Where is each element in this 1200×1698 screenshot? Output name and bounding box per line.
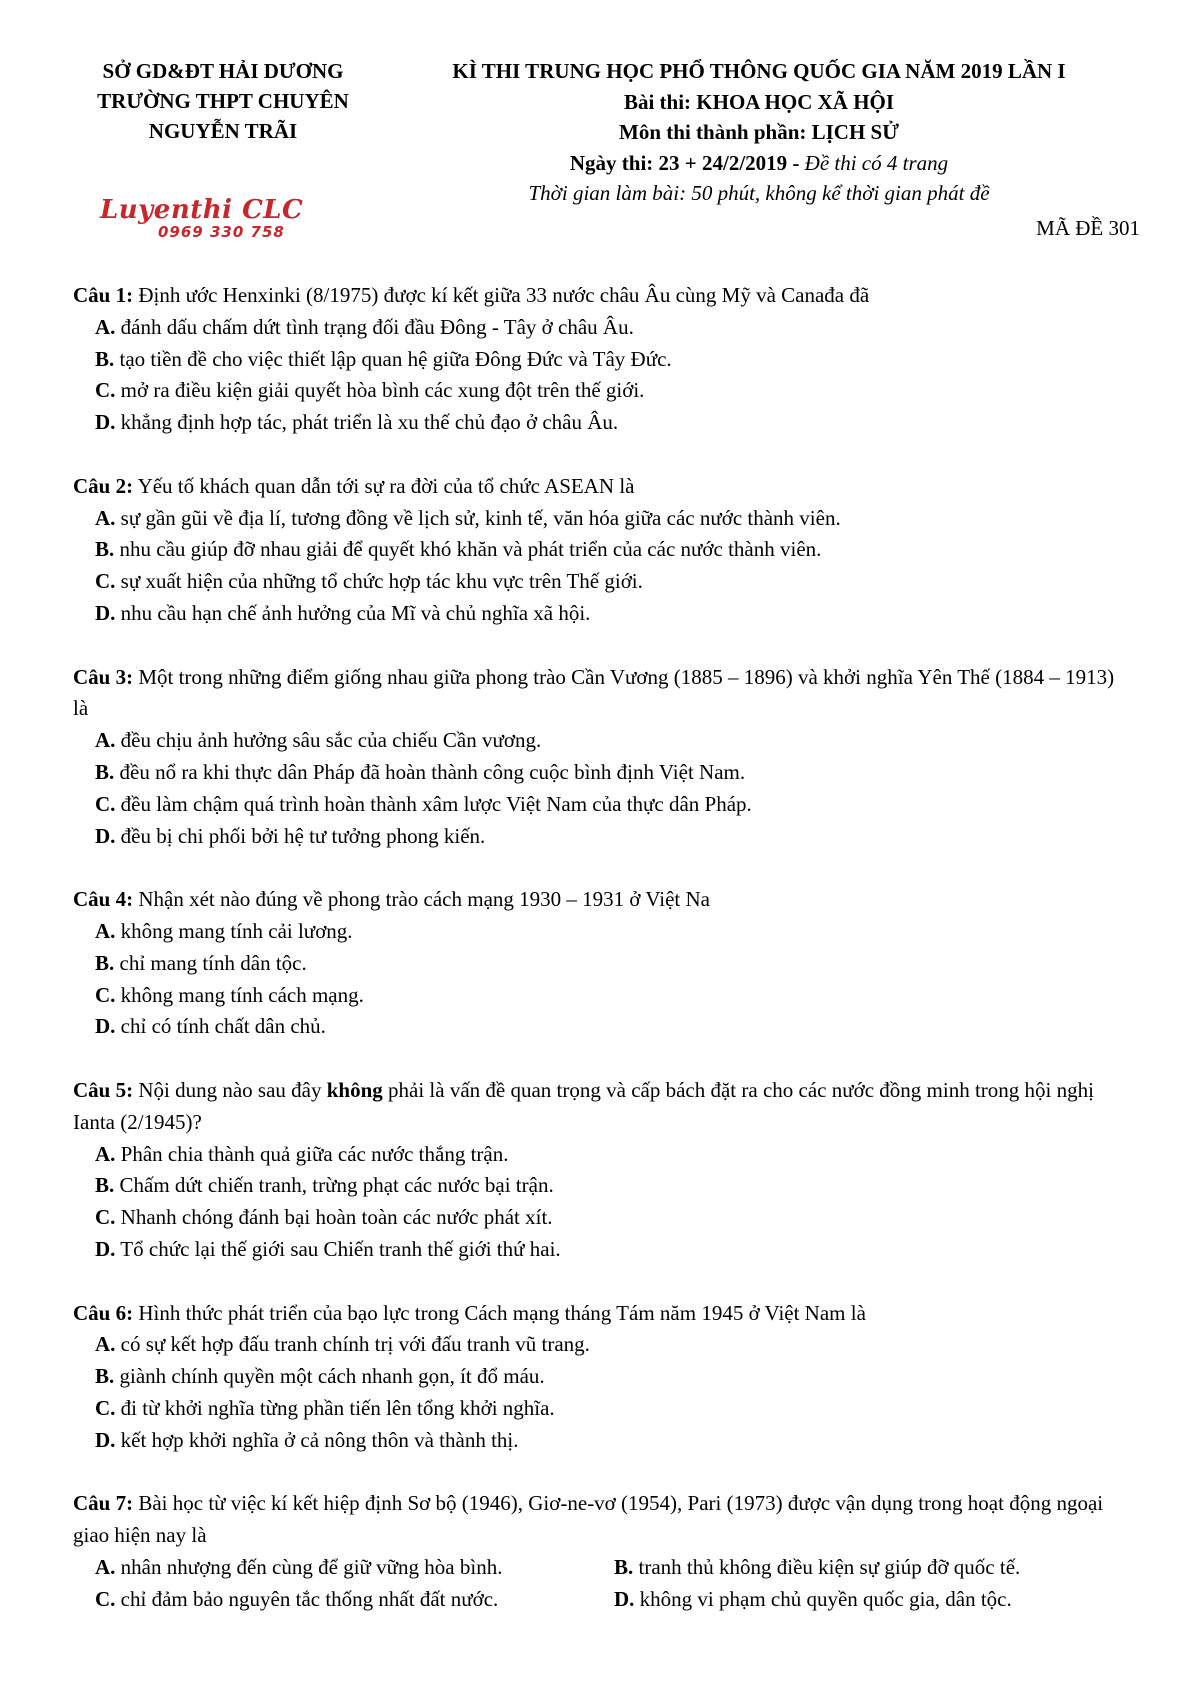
question-text: Định ước Henxinki (8/1975) được kí kết giữa 33 nước châu Âu cùng Mỹ và Canađa đã	[133, 283, 870, 307]
exam-code: MÃ ĐỀ 301	[1036, 216, 1140, 240]
option-b: B. tạo tiền đề cho việc thiết lập quan hệ giữa Đông Đức và Tây Đức.	[95, 346, 672, 371]
school-name-line1: TRƯỜNG THPT CHUYÊN	[97, 89, 349, 113]
exam-date: Ngày thi: 23 + 24/2/2019 -	[569, 150, 805, 175]
exam-title: KÌ THI TRUNG HỌC PHỔ THÔNG QUỐC GIA NĂM 2019 LẦN I	[452, 59, 1066, 83]
question-label: Câu 3:	[73, 664, 134, 689]
question-text: Hình thức phát triển của bạo lực trong Cách mạng tháng Tám năm 1945 ở Việt Nam là	[133, 1300, 866, 1325]
question-1	[73, 280, 1133, 439]
logo-phone: 0969 330 758	[158, 223, 285, 241]
option-c: C. không mang tính cách mạng.	[95, 982, 364, 1007]
option-a: A. đều chịu ảnh hưởng sâu sắc của chiếu Cần vương.	[95, 728, 542, 753]
option-d: D. chỉ có tính chất dân chủ.	[95, 1014, 326, 1039]
page-count: Đề thi có 4 trang	[804, 150, 949, 175]
question-text: Bài học từ việc kí kết hiệp định Sơ bộ (1946), Giơ-ne-vơ (1954), Pari (1973) được vận dụng trong hoạt động ngoại giao hiện nay là	[73, 1491, 1104, 1548]
option-c: C. Nhanh chóng đánh bại hoàn toàn các nước phát xít.	[95, 1205, 553, 1230]
question-4	[73, 884, 1133, 1043]
option-a: A. sự gần gũi về địa lí, tương đồng về lịch sử, kinh tế, văn hóa giữa các nước thành viên.	[95, 505, 841, 530]
question-text: Một trong những điểm giống nhau giữa phong trào Cần Vương (1885 – 1896) và khởi nghĩa Yên Thế (1884 – 1913) là	[73, 664, 1115, 721]
option-a: A. đánh dấu chấm dứt tình trạng đối đầu Đông - Tây ở châu Âu.	[95, 314, 634, 339]
test-name: Bài thi: KHOA HỌC XÃ HỘI	[623, 89, 895, 114]
option-c: C. đi từ khởi nghĩa từng phần tiến lên tổng khởi nghĩa.	[95, 1395, 555, 1420]
option-d: D. kết hợp khởi nghĩa ở cả nông thôn và thành thị.	[95, 1427, 519, 1452]
exam-date-line	[388, 148, 1130, 179]
question-label: Câu 2:	[73, 473, 134, 498]
question-label: Câu 5:	[73, 1077, 134, 1102]
question-2	[73, 471, 1133, 630]
option-c: C. chỉ đảm bảo nguyên tắc thống nhất đất nước.	[95, 1586, 499, 1611]
option-d: D. nhu cầu hạn chế ảnh hưởng của Mĩ và chủ nghĩa xã hội.	[95, 600, 591, 625]
question-label: Câu 6:	[73, 1300, 134, 1325]
option-d: D. khẳng định hợp tác, phát triển là xu thế chủ đạo ở châu Âu.	[95, 410, 619, 435]
exam-header	[388, 56, 1130, 209]
option-a: A. không mang tính cải lương.	[95, 918, 353, 943]
option-row	[73, 1584, 1133, 1616]
question-label: Câu 1:	[73, 283, 134, 307]
option-row	[73, 1552, 1133, 1584]
option-b: B. giành chính quyền một cách nhanh gọn, ít đổ máu.	[95, 1364, 545, 1389]
exam-duration: Thời gian làm bài: 50 phút, không kể thời gian phát đề	[528, 181, 990, 205]
question-stem: Câu 5: Nội dung nào sau đây không phải là vấn đề quan trọng và cấp bách đặt ra cho các nước đồng minh trong hội nghị Ianta (2/1945)?	[73, 1077, 1094, 1134]
option-d: D. không vi phạm chủ quyền quốc gia, dân tộc.	[614, 1586, 1012, 1611]
option-a: A. có sự kết hợp đấu tranh chính trị với đấu tranh vũ trang.	[95, 1332, 590, 1357]
option-d: D. đều bị chi phối bởi hệ tư tưởng phong kiến.	[95, 823, 486, 848]
question-7	[73, 1488, 1133, 1615]
question-list	[73, 280, 1133, 1615]
question-6	[73, 1298, 1133, 1457]
option-d: D. Tổ chức lại thế giới sau Chiến tranh thế giới thứ hai.	[95, 1236, 561, 1261]
option-c: C. mở ra điều kiện giải quyết hòa bình các xung đột trên thế giới.	[95, 378, 645, 403]
question-text: Yếu tố khách quan dẫn tới sự ra đời của tổ chức ASEAN là	[133, 473, 635, 498]
option-c: C. đều làm chậm quá trình hoàn thành xâm lược Việt Nam của thực dân Pháp.	[95, 791, 752, 816]
school-name-line2: NGUYỄN TRÃI	[148, 119, 298, 143]
question-stem	[73, 1488, 1133, 1552]
subject-name: Môn thi thành phần: LỊCH SỬ	[619, 120, 899, 144]
option-b: B. nhu cầu giúp đỡ nhau giải để quyết khó khăn và phát triển của các nước thành viên.	[95, 537, 822, 562]
logo-text: Luyenthi CLC	[100, 195, 304, 225]
question-stem	[73, 471, 1133, 503]
question-stem	[73, 662, 1133, 726]
option-a: A. nhân nhượng đến cùng để giữ vững hòa bình.	[95, 1554, 503, 1579]
brand-logo	[100, 196, 340, 240]
question-3	[73, 662, 1133, 853]
question-label: Câu 4:	[73, 887, 134, 912]
option-b: B. Chấm dứt chiến tranh, trừng phạt các nước bại trận.	[95, 1173, 554, 1198]
question-stem	[73, 884, 1133, 916]
question-stem	[73, 280, 1133, 312]
dept-name: SỞ GD&ĐT HẢI DƯƠNG	[102, 59, 344, 83]
school-header	[58, 56, 388, 146]
question-5	[73, 1075, 1133, 1266]
emphasis-word: không	[326, 1077, 383, 1102]
option-b: B. tranh thủ không điều kiện sự giúp đỡ quốc tế.	[614, 1554, 1021, 1579]
option-b: B. đều nổ ra khi thực dân Pháp đã hoàn thành công cuộc bình định Việt Nam.	[95, 759, 746, 784]
question-text: Nhận xét nào đúng về phong trào cách mạng 1930 – 1931 ở Việt Na	[133, 887, 710, 912]
question-label: Câu 7:	[73, 1491, 134, 1516]
option-b: B. chỉ mang tính dân tộc.	[95, 950, 307, 975]
question-stem	[73, 1298, 1133, 1330]
option-c: C. sự xuất hiện của những tổ chức hợp tác khu vực trên Thế giới.	[95, 569, 643, 594]
option-a: A. Phân chia thành quả giữa các nước thắng trận.	[95, 1141, 509, 1166]
